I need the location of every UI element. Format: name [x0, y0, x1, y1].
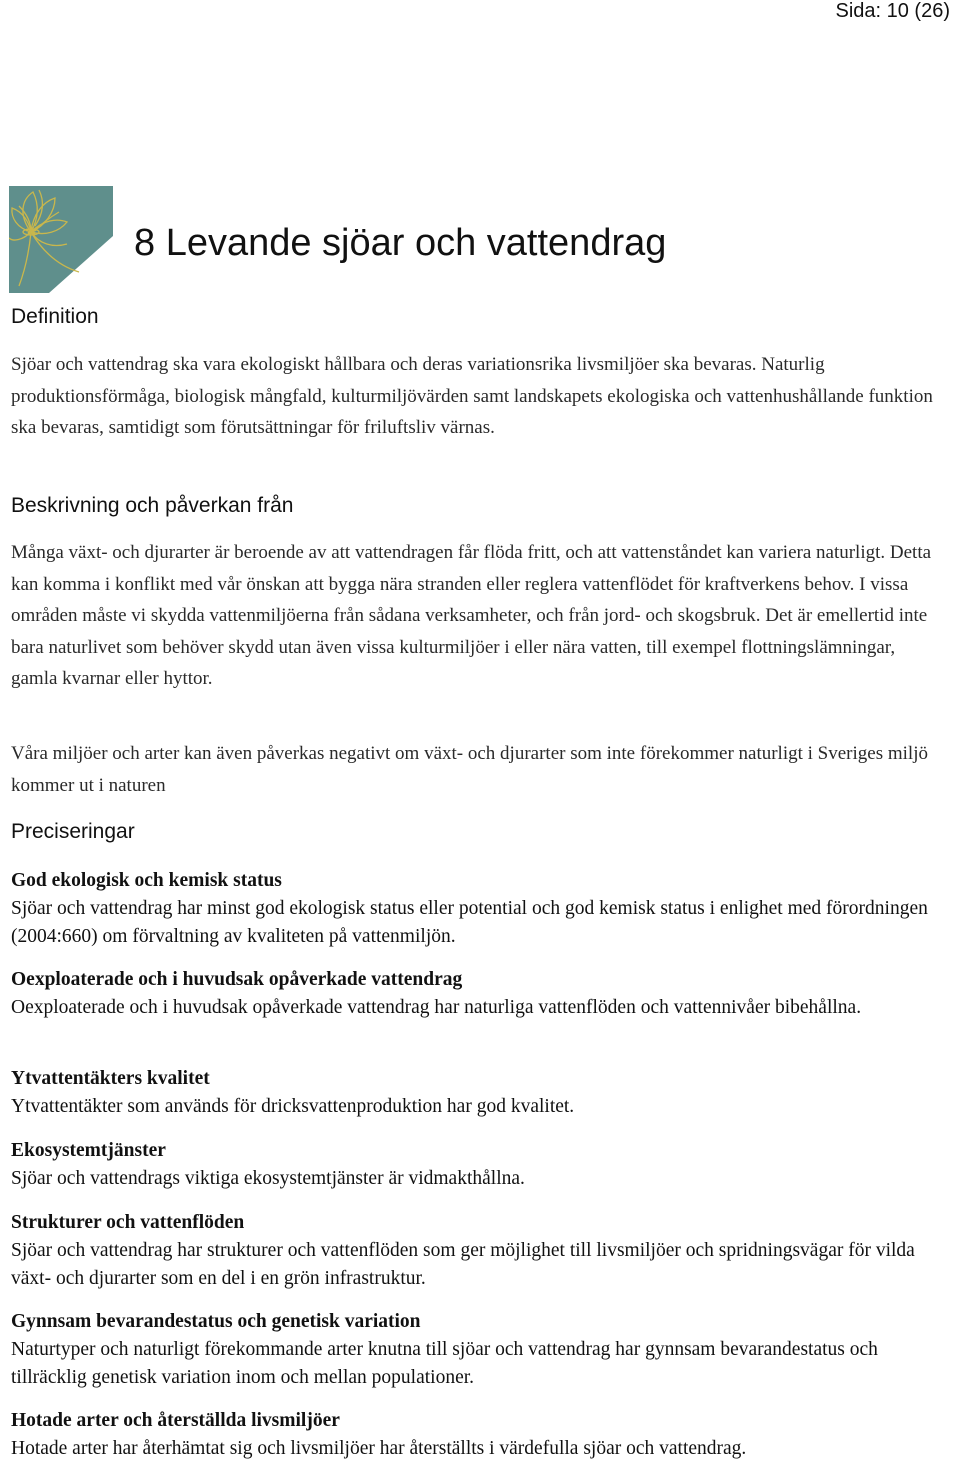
chapter-title: 8 Levande sjöar och vattendrag [134, 222, 667, 264]
precisering-title: Ytvattentäkters kvalitet [11, 1068, 210, 1089]
precisering-text: Sjöar och vattendrags viktiga ekosystemtjänster är vidmakthållna. [11, 1168, 525, 1189]
precisering-item [11, 1407, 946, 1463]
water-lily-icon [9, 186, 113, 293]
precisering-item [11, 867, 946, 950]
precisering-item [11, 1065, 946, 1121]
precisering-item [11, 1137, 946, 1193]
precisering-text: Oexploaterade och i huvudsak opåverkade vattendrag har naturliga vattenflöden och vattennivåer bibehållna. [11, 997, 862, 1018]
precisering-item [11, 1209, 946, 1292]
description-heading: Beskrivning och påverkan från [11, 494, 294, 517]
precisering-text: Sjöar och vattendrag har minst god ekologisk status eller potential och god kemisk status i enlighet med förordningen (2004:660) om förvaltning av kvaliteten på vattenmiljön. [11, 898, 928, 947]
precisering-text: Ytvattentäkter som används för dricksvattenproduktion har god kvalitet. [11, 1096, 575, 1117]
page-number: Sida: 10 (26) [835, 0, 950, 22]
precisering-text: Naturtyper och naturligt förekommande arter knutna till sjöar och vattendrag har gynnsam bevarandestatus och tillräcklig genetisk variation inom och mellan populationer. [11, 1339, 878, 1388]
definition-text: Sjöar och vattendrag ska vara ekologiskt hållbara och deras variationsrika livsmiljöer ska bevaras. Naturlig produktionsförmåga, biologisk mångfald, kulturmiljövärden samt landskapets ekologiska och vattenhushållande funktion ska bevaras, samtidigt som förutsättningar för friluftsliv värnas. [11, 354, 933, 438]
precisering-title: Gynnsam bevarandestatus och genetisk variation [11, 1311, 421, 1332]
precisering-title: Ekosystemtjänster [11, 1140, 166, 1161]
precisering-title: God ekologisk och kemisk status [11, 870, 282, 891]
precisering-title: Strukturer och vattenflöden [11, 1212, 245, 1233]
description-paragraph-2: Våra miljöer och arter kan även påverkas negativt om växt- och djurarter som inte förekommer naturligt i Sveriges miljö kommer ut i naturen [11, 743, 928, 796]
precisering-text: Sjöar och vattendrag har strukturer och vattenflöden som ger möjlighet till livsmiljöer och spridningsvägar för vilda växt- och djurarter som en del i en grön infrastruktur. [11, 1240, 915, 1289]
preciseringar-heading: Preciseringar [11, 820, 135, 843]
definition-heading: Definition [11, 305, 99, 328]
description-paragraph-1: Många växt- och djurarter är beroende av att vattendragen får flöda fritt, och att vattenståndet kan variera naturligt. Detta kan komma i konflikt med vår önskan att bygga nära stranden eller reglera vattenflödet för kraftverkens behov. I vissa områden måste vi skydda vattenmiljöerna från sådana verksamheter, och från jord- och skogsbruk. Det är emellertid inte bara naturlivet som behöver skydd utan även vissa kulturmiljöer i eller nära vatten, till exempel flottningslämningar, gamla kvarnar eller hyttor. [11, 542, 932, 689]
precisering-title: Hotade arter och återställda livsmiljöer [11, 1410, 340, 1431]
precisering-title: Oexploaterade och i huvudsak opåverkade vattendrag [11, 969, 463, 990]
precisering-text: Hotade arter har återhämtat sig och livsmiljöer har återställts i värdefulla sjöar och vattendrag. [11, 1438, 747, 1459]
precisering-item [11, 1308, 946, 1391]
precisering-item [11, 966, 946, 1022]
